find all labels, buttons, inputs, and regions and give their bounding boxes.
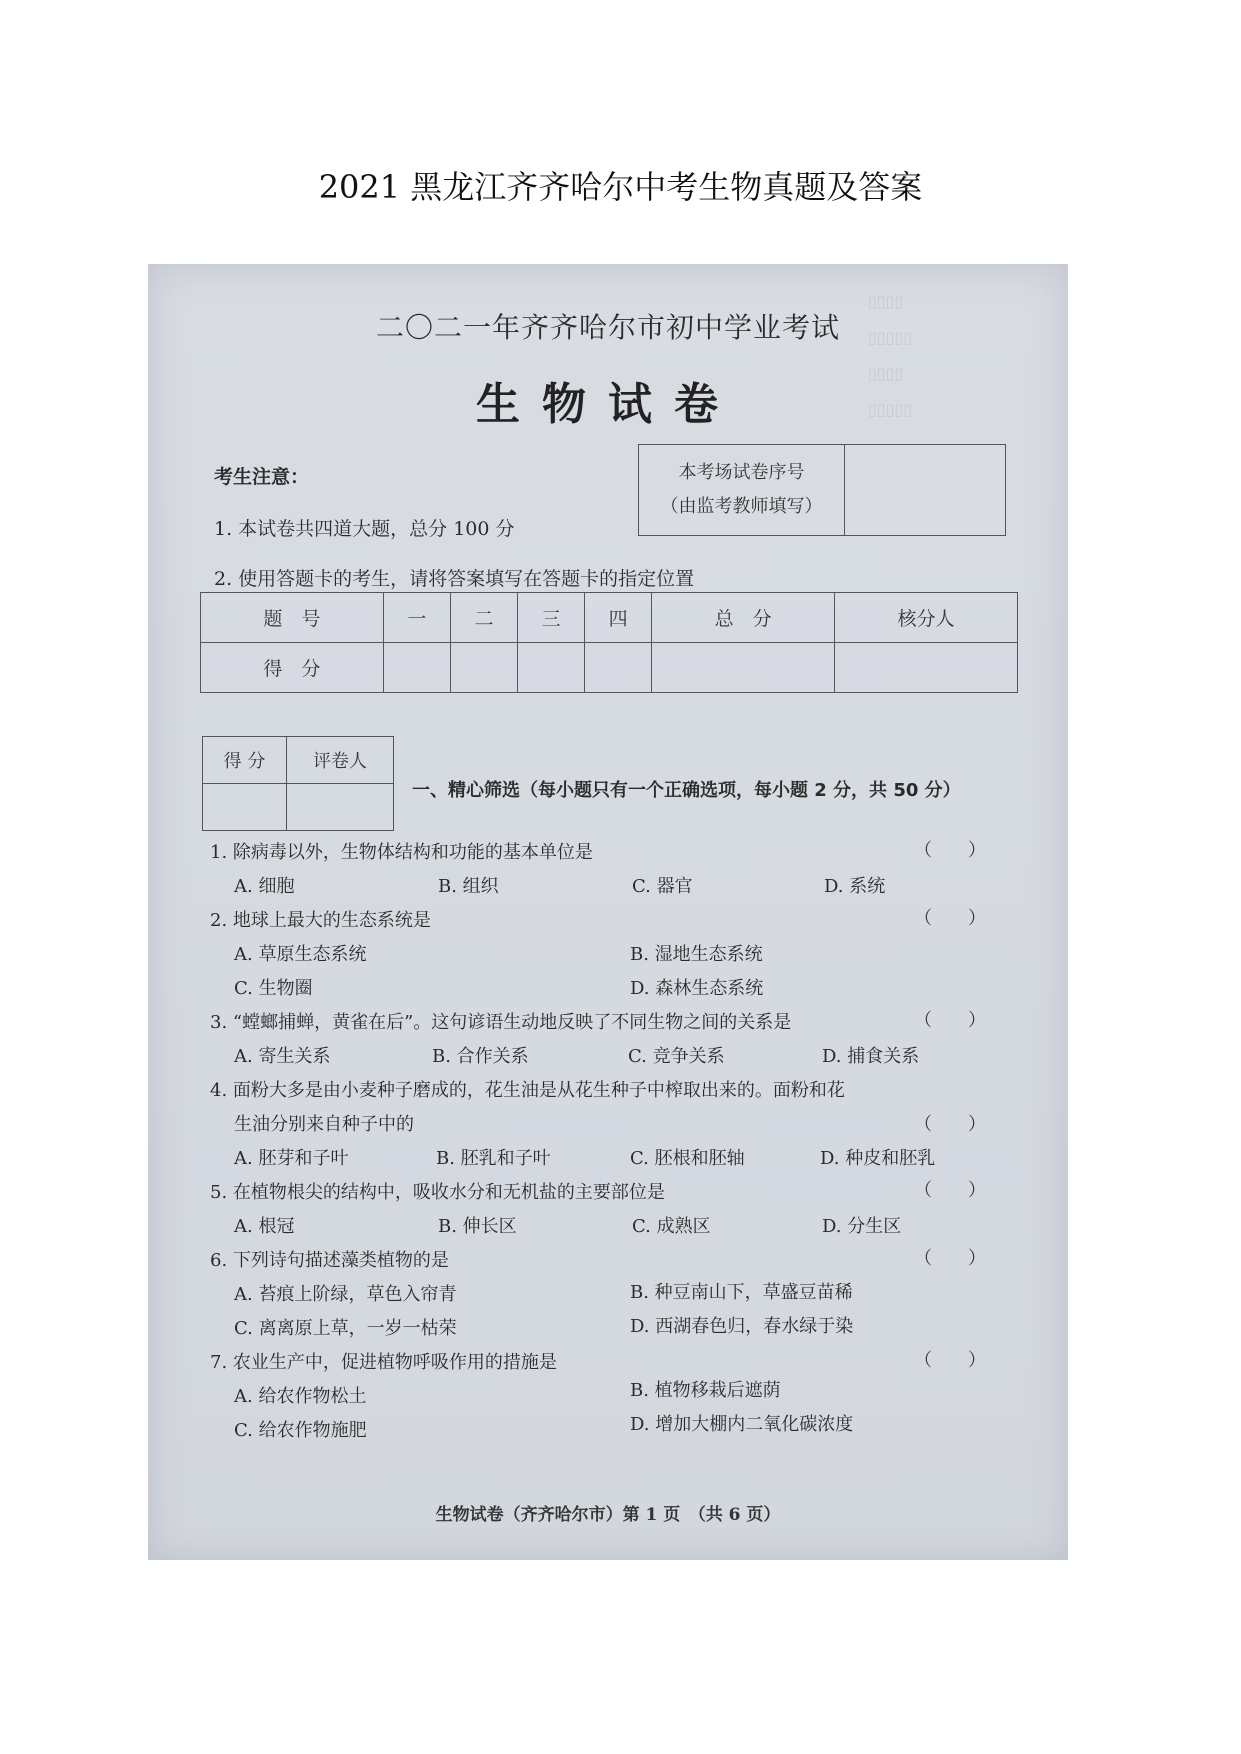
q2-option-a: A. 草原生态系统 [234,944,367,965]
score-header-cell: 核分人 [835,593,1018,643]
q3-option-a: A. 寄生关系 [234,1046,331,1067]
exam-header: 二〇二一年齐齐哈尔市初中学业考试 [375,311,840,344]
q1-option-d: D. 系统 [824,876,886,897]
q7-option-d: D. 增加大棚内二氧化碳浓度 [630,1414,854,1435]
q6-option-b: B. 种豆南山下，草盛豆苗稀 [630,1282,853,1303]
q6-option-a: A. 苔痕上阶绿，草色入帘青 [234,1284,457,1305]
score-cell [383,643,450,693]
q4-option-c: C. 胚根和胚轴 [630,1148,745,1169]
score-cell [518,643,585,693]
q7-option-a: A. 给农作物松土 [234,1386,367,1407]
answer-paren: （ ） [914,1180,986,1201]
score-header-cell: 一 [383,593,450,643]
score-header-cell: 总 分 [652,593,835,643]
score-cell [652,643,835,693]
question-3-stem: 3. “螳螂捕蝉，黄雀在后”。这句谚语生动地反映了不同生物之间的关系是 [210,1012,792,1033]
score-table [200,592,1018,693]
score-cell [835,643,1018,693]
question-2-stem: 2. 地球上最大的生态系统是 [210,910,431,931]
answer-paren: （ ） [914,1248,986,1269]
q5-option-c: C. 成熟区 [632,1216,711,1237]
q5-option-d: D. 分生区 [822,1216,902,1237]
sequence-number-box [638,444,1006,536]
question-4-stem-continued: 生油分别来自种子中的 [234,1114,414,1135]
q1-option-c: C. 器官 [632,876,693,897]
rule-1: 1. 本试卷共四道大题，总分 100 分 [214,518,515,540]
score-table-header-row [201,593,1018,643]
exam-page-photo [148,264,1068,1560]
score-cell [585,643,652,693]
notice-title: 考生注意： [214,466,310,488]
question-1-stem: 1. 除病毒以外，生物体结构和功能的基本单位是 [210,842,593,863]
grader-score-label: 得 分 [203,737,287,784]
score-header-cell: 二 [450,593,517,643]
q6-option-c: C. 离离原上草，一岁一枯荣 [234,1318,457,1339]
page-footer: 生物试卷（齐齐哈尔市）第 1 页 （共 6 页） [435,1505,781,1525]
q7-option-b: B. 植物移栽后遮荫 [630,1380,781,1401]
answer-paren: （ ） [914,1114,986,1135]
score-header-cell: 三 [518,593,585,643]
q6-option-d: D. 西湖春色归，春水绿于染 [630,1316,854,1337]
q4-option-a: A. 胚芽和子叶 [234,1148,349,1169]
q4-option-d: D. 种皮和胚乳 [820,1148,936,1169]
sequence-label-line1: 本考场试卷序号 [678,462,805,483]
q4-option-b: B. 胚乳和子叶 [436,1148,551,1169]
bleed-through-text: ▯▯▯▯ ▯▯▯▯▯ ▯▯▯▯ ▯▯▯▯▯ [868,292,913,419]
q3-option-b: B. 合作关系 [432,1046,529,1067]
sequence-label-line2: （由监考教师填写） [660,496,823,517]
question-6-stem: 6. 下列诗句描述藻类植物的是 [210,1250,449,1271]
document-title: 2021 黑龙江齐齐哈尔中考生物真题及答案 [318,168,923,206]
exam-subject-title: 生物试卷 [476,379,740,430]
answer-paren: （ ） [914,908,986,929]
score-row-label: 得 分 [201,643,384,693]
q3-option-c: C. 竞争关系 [628,1046,725,1067]
score-header-cell: 题 号 [201,593,384,643]
grader-name-cell [286,784,393,831]
score-cell [450,643,517,693]
q2-option-b: B. 湿地生态系统 [630,944,763,965]
answer-paren: （ ） [914,840,986,861]
sequence-number-field [845,445,1005,535]
q2-option-c: C. 生物圈 [234,978,313,999]
answer-paren: （ ） [914,1350,986,1371]
q1-option-a: A. 细胞 [234,876,295,897]
q3-option-d: D. 捕食关系 [822,1046,920,1067]
answer-paren: （ ） [914,1010,986,1031]
grader-label: 评卷人 [286,737,393,784]
question-7-stem: 7. 农业生产中，促进植物呼吸作用的措施是 [210,1352,557,1373]
q1-option-b: B. 组织 [438,876,499,897]
question-4-stem: 4. 面粉大多是由小麦种子磨成的，花生油是从花生种子中榨取出来的。面粉和花 [210,1080,845,1101]
q5-option-a: A. 根冠 [234,1216,295,1237]
rule-2: 2. 使用答题卡的考生，请将答案填写在答题卡的指定位置 [214,568,695,590]
q5-option-b: B. 伸长区 [438,1216,517,1237]
section-1-title: 一、精心筛选（每小题只有一个正确选项，每小题 2 分，共 50 分） [412,780,961,801]
q2-option-d: D. 森林生态系统 [630,978,764,999]
score-table-score-row [201,643,1018,693]
grader-score-cell [203,784,287,831]
grader-table [202,736,394,831]
q7-option-c: C. 给农作物施肥 [234,1420,367,1441]
sequence-label [639,445,845,535]
score-header-cell: 四 [585,593,652,643]
question-5-stem: 5. 在植物根尖的结构中，吸收水分和无机盐的主要部位是 [210,1182,665,1203]
